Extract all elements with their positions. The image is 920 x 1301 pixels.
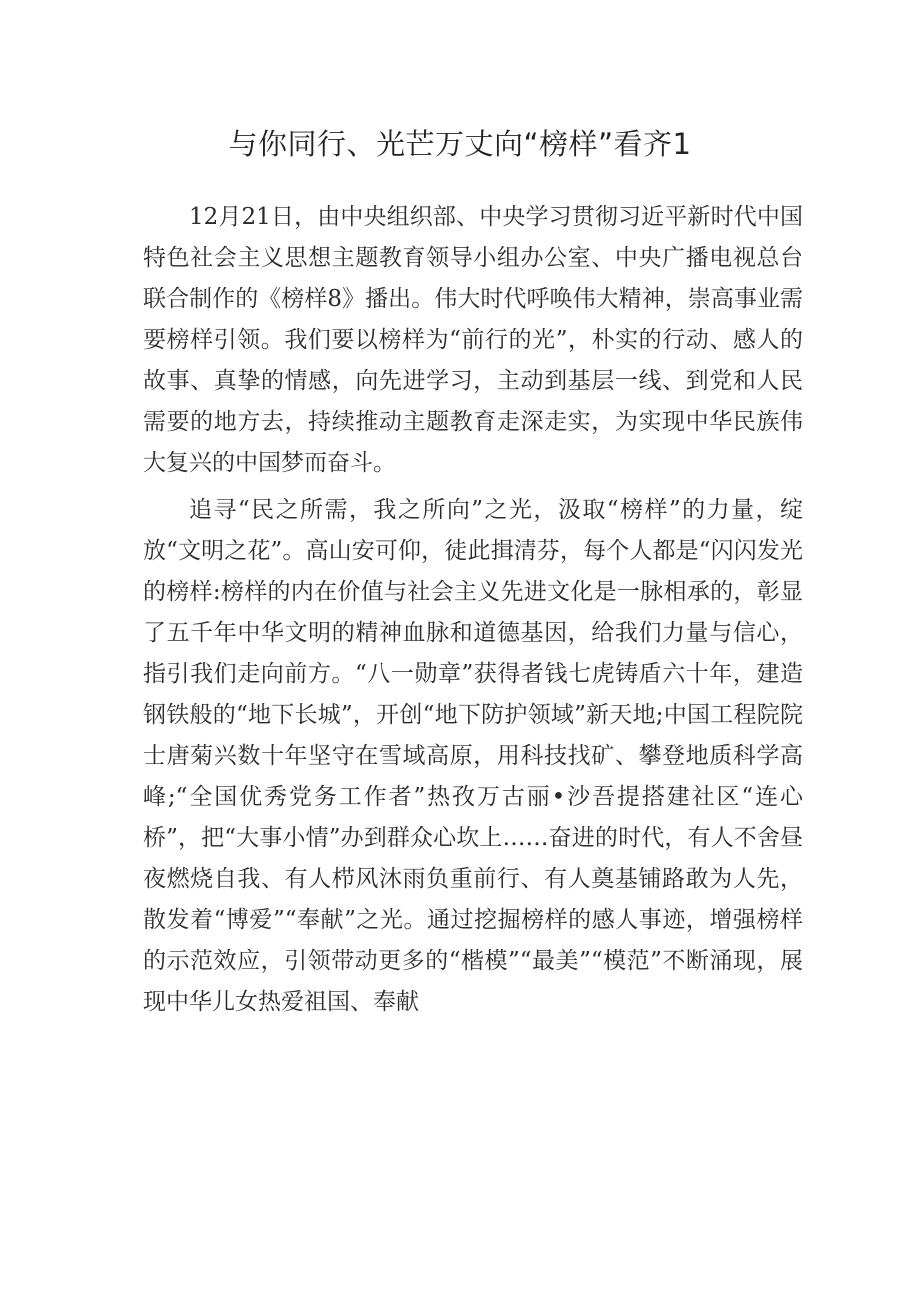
paragraph-2: 追寻“民之所需，我之所向”之光，汲取“榜样”的力量，绽放“文明之花”。高山安可仰，徒此揖清芬，每个人都是“闪闪发光的榜样:榜样的内在价值与社会主义先进文化是一脉相承的，彰显了五千年中华文明的精神血脉和道德基因，给我们力量与信心，指引我们走向前方。“八一勋章”获得者钱七虎铸盾六十年，建造钢铁般的“地下长城”，开创“地下防护领域”新天地;中国工程院院士唐菊兴数十年坚守在雪域高原，用科技找矿、攀登地质科学高峰;“全国优秀党务工作者”热孜万古丽•沙吾提搭建社区“连心桥”，把“大事小情”办到群众心坎上……奋进的时代，有人不舍昼夜燃烧自我、有人栉风沐雨负重前行、有人奠基铺路敢为人先，散发着“博爱”“奉献”之光。通过挖掘榜样的感人事迹，增强榜样的示范效应，引领带动更多的“楷模”“最美”“模范”不断涌现，展现中华儿女热爱祖国、奉献 <box>143 497 803 1015</box>
paragraph-1: 12月21日，由中央组织部、中央学习贯彻习近平新时代中国特色社会主义思想主题教育领导小组办公室、中央广播电视总台联合制作的《榜样8》播出。伟大时代呼唤伟大精神，崇高事业需要榜样引领。我们要以榜样为“前行的光”，朴实的行动、感人的故事、真挚的情感，向先进学习，主动到基层一线、到党和人民需要的地方去，持续推动主题教育走深走实，为实现中华民族伟大复兴的中国梦而奋斗。 <box>143 204 803 476</box>
document-body <box>143 197 803 1029</box>
document-title: 与你同行、光芒万丈向“榜样”看齐1 <box>228 127 692 161</box>
